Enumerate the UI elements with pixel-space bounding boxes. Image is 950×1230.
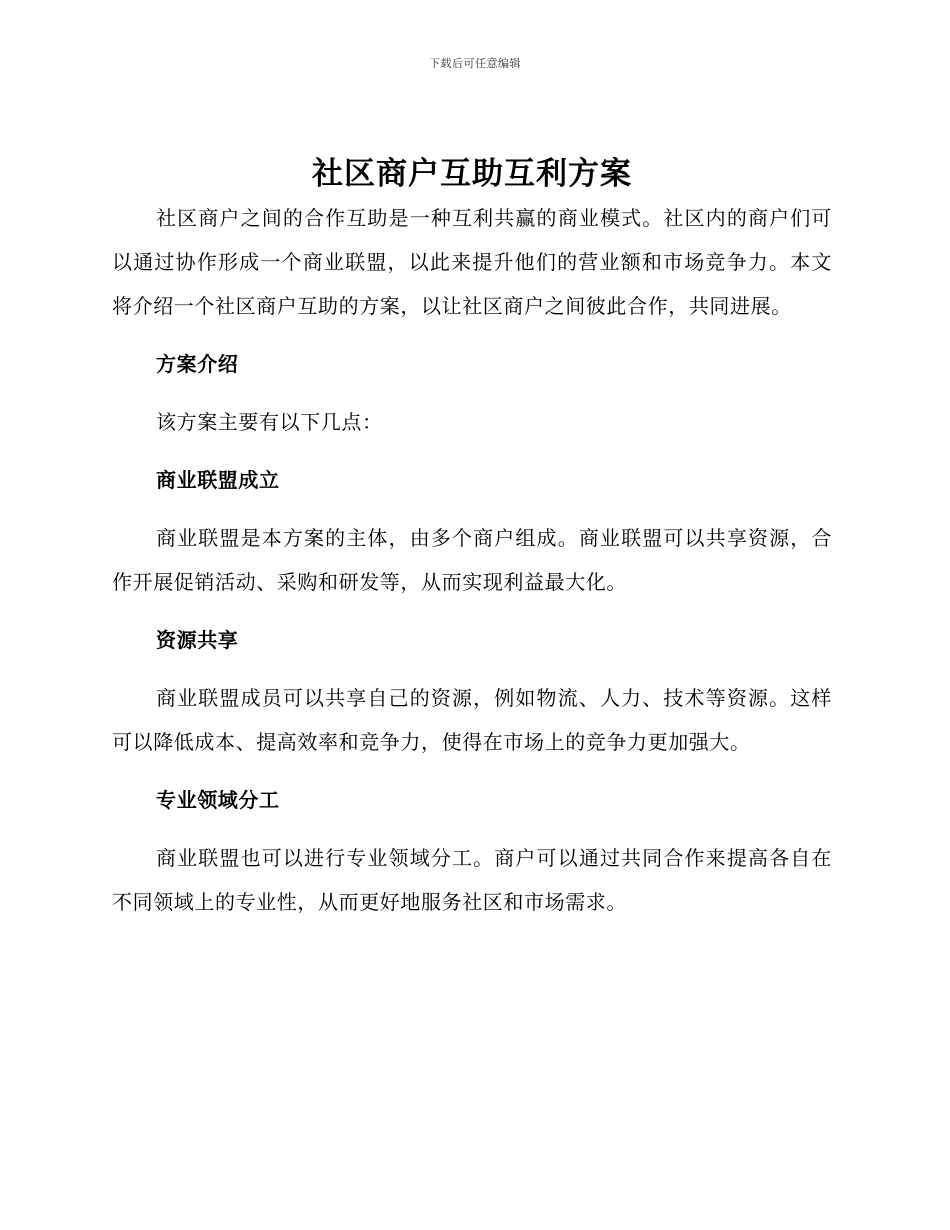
spacer <box>112 328 832 342</box>
section-text-alliance: 商业联盟是本方案的主体，由多个商户组成。商业联盟可以共享资源，合作开展促销活动、采购和研发等，从而实现利益最大化。 <box>112 526 832 594</box>
spacer <box>112 502 832 516</box>
document-title: 社区商户互助互利方案 <box>312 156 632 192</box>
section-text-division: 商业联盟也可以进行专业领域分工。商户可以通过共同合作来提高各自在不同领域上的专业性，从而更好地服务社区和市场需求。 <box>112 846 832 914</box>
section-heading-division: 专业领域分工 <box>156 788 280 812</box>
header-note: 下载后可任意编辑 <box>429 57 521 70</box>
section-heading-alliance: 商业联盟成立 <box>156 468 280 492</box>
section-text-resources: 商业联盟成员可以共享自己的资源，例如物流、人力、技术等资源。这样可以降低成本、提高效率和竞争力，使得在市场上的竞争力更加强大。 <box>112 686 832 754</box>
section-heading-resources: 资源共享 <box>156 628 239 652</box>
spacer <box>112 444 832 458</box>
spacer <box>112 764 832 778</box>
section-text-overview: 该方案主要有以下几点： <box>156 410 383 434</box>
spacer <box>112 822 832 836</box>
document-body <box>112 152 832 924</box>
spacer <box>112 662 832 676</box>
intro-paragraph: 社区商户之间的合作互助是一种互利共赢的商业模式。社区内的商户们可以通过协作形成一个商业联盟，以此来提升他们的营业额和市场竞争力。本文将介绍一个社区商户互助的方案，以让社区商户之间彼此合作，共同进展。 <box>112 206 832 318</box>
spacer <box>112 604 832 618</box>
section-heading-overview: 方案介绍 <box>156 352 239 376</box>
spacer <box>112 386 832 400</box>
